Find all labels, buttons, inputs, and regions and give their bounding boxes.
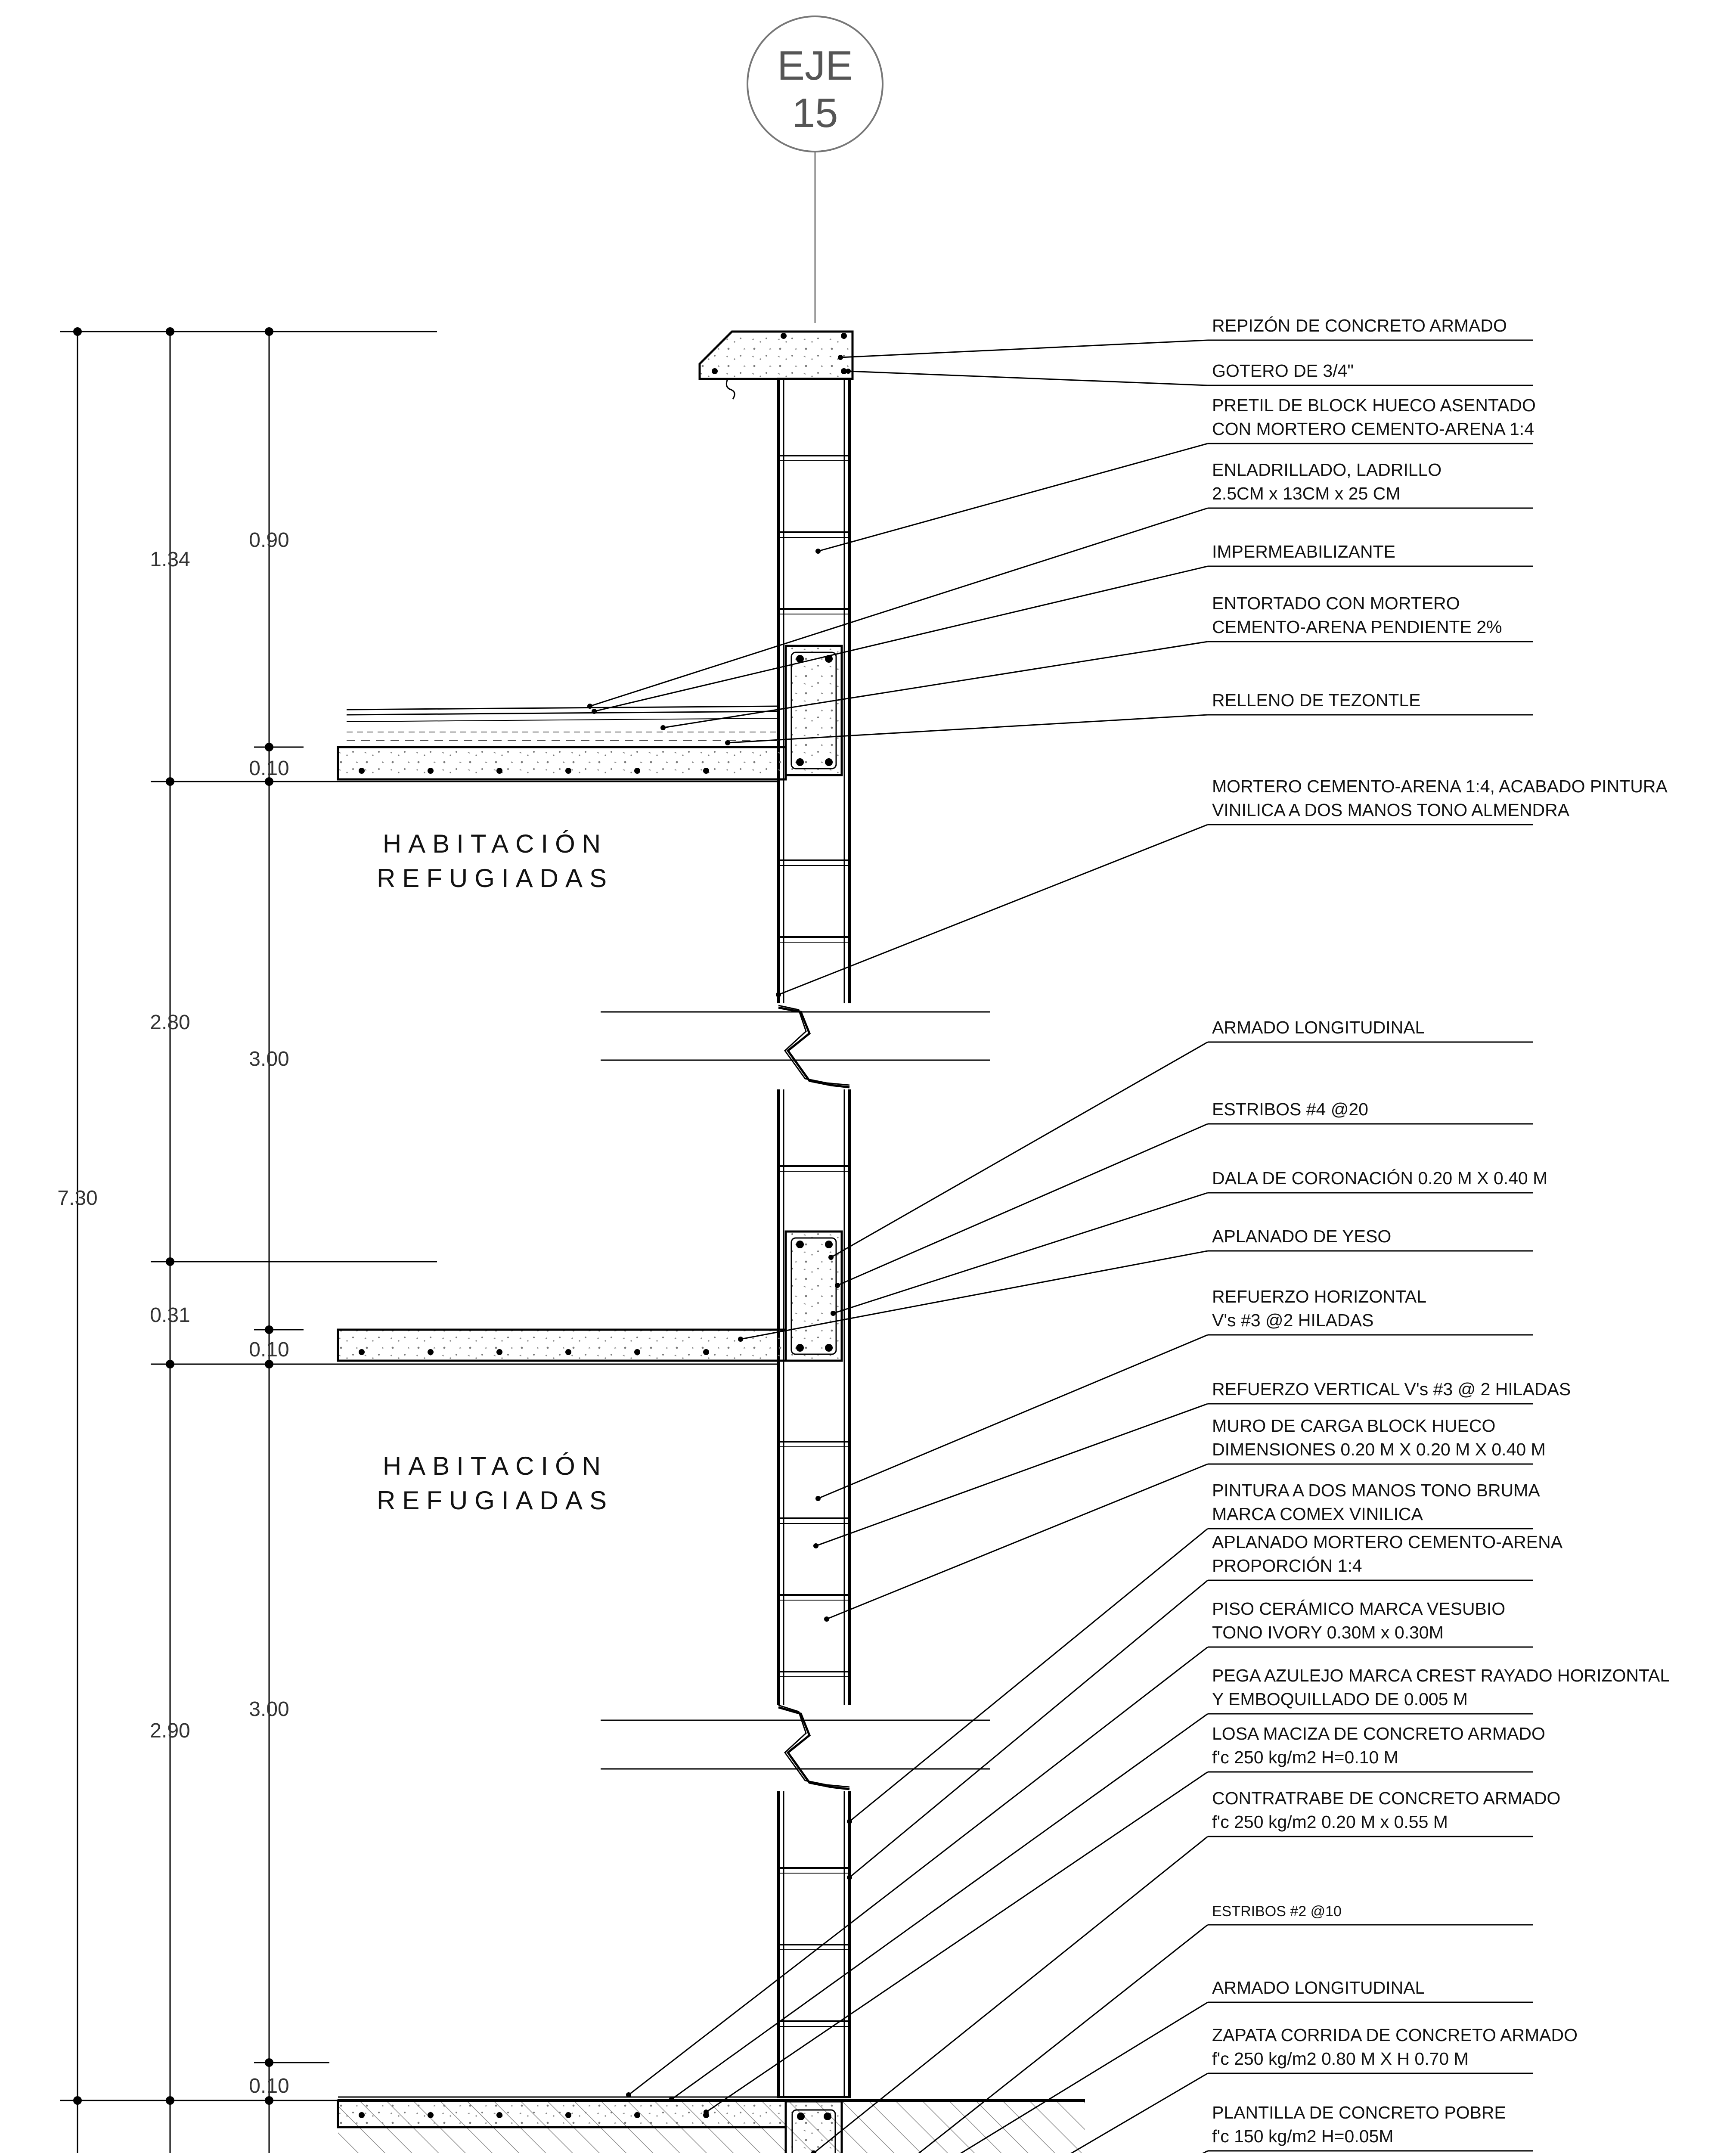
room-label-upper: [377, 829, 614, 893]
note-18-line-2: TONO IVORY 0.30M x 0.30M: [1212, 1623, 1444, 1642]
roof-slab: [338, 747, 786, 779]
axis-label-line1: EJE: [777, 43, 853, 89]
note-1: [838, 316, 1533, 360]
dimension-lines: [60, 332, 778, 2153]
note-17-line-1: APLANADO MORTERO CEMENTO-ARENA: [1212, 1532, 1563, 1552]
note-18-line-1: PISO CERÁMICO MARCA VESUBIO: [1212, 1599, 1506, 1619]
note-10-line-1: ESTRIBOS #4 @20: [1212, 1099, 1368, 1119]
note-16-line-1: PINTURA A DOS MANOS TONO BRUMA: [1212, 1480, 1540, 1500]
note-1-line-1: REPIZÓN DE CONCRETO ARMADO: [1212, 316, 1507, 335]
dimension-ticks: [73, 327, 273, 2153]
note-21-line-2: f'c 250 kg/m2 0.20 M x 0.55 M: [1212, 1812, 1448, 1832]
axis-marker: [747, 16, 883, 323]
note-13-line-1: REFUERZO HORIZONTAL: [1212, 1287, 1427, 1306]
note-21-line-1: CONTRATRABE DE CONCRETO ARMADO: [1212, 1788, 1561, 1808]
slab-rebar: [359, 768, 709, 2118]
note-10: [835, 1099, 1533, 1288]
note-6-line-2: CEMENTO-ARENA PENDIENTE 2%: [1212, 617, 1502, 637]
note-16-line-2: MARCA COMEX VINILICA: [1212, 1504, 1423, 1524]
room-label-lower: [377, 1452, 614, 1515]
note-19-line-2: Y EMBOQUILLADO DE 0.005 M: [1212, 1689, 1468, 1709]
note-13-line-2: V's #3 @2 HILADAS: [1212, 1310, 1374, 1330]
note-23-line-1: ARMADO LONGITUDINAL: [1212, 1978, 1425, 1998]
note-4-line-1: ENLADRILLADO, LADRILLO: [1212, 460, 1442, 480]
room-type-lower: REFUGIADAS: [376, 1486, 614, 1515]
dim-level-1: 1.34: [150, 548, 190, 571]
note-15: [824, 1416, 1546, 1622]
note-4-line-2: 2.5CM x 13CM x 25 CM: [1212, 484, 1401, 503]
wall-break-lower: [601, 1705, 990, 1791]
dim-level-4: 2.90: [150, 1719, 190, 1742]
room-type-upper: REFUGIADAS: [376, 864, 614, 893]
note-12: [738, 1226, 1533, 1342]
roof-layers: [347, 706, 778, 741]
dim-total: 7.30: [57, 1187, 98, 1210]
note-14-line-1: REFUERZO VERTICAL V's #3 @ 2 HILADAS: [1212, 1379, 1571, 1399]
note-20-line-2: f'c 250 kg/m2 H=0.10 M: [1212, 1747, 1398, 1767]
note-17-line-2: PROPORCIÓN 1:4: [1212, 1556, 1362, 1576]
axis-label-line2: 15: [792, 90, 838, 136]
note-22-line-1: ESTRIBOS #2 @10: [1212, 1903, 1342, 1920]
dim-partial-2: 0.10: [249, 757, 289, 780]
dim-level-2: 2.80: [150, 1011, 190, 1034]
note-7-line-1: RELLENO DE TEZONTLE: [1212, 690, 1421, 710]
dim-partial-6: 0.10: [249, 2075, 289, 2097]
note-5-line-1: IMPERMEABILIZANTE: [1212, 542, 1396, 562]
note-8-line-2: VINILICA A DOS MANOS TONO ALMENDRA: [1212, 800, 1570, 820]
note-8: [776, 776, 1668, 997]
note-3-line-1: PRETIL DE BLOCK HUECO ASENTADO: [1212, 395, 1536, 415]
note-19-line-1: PEGA AZULEJO MARCA CREST RAYADO HORIZONTAL: [1212, 1666, 1670, 1685]
dim-partial-3: 3.00: [249, 1048, 289, 1070]
note-24-line-2: f'c 250 kg/m2 0.80 M X H 0.70 M: [1212, 2049, 1469, 2069]
note-15-line-2: DIMENSIONES 0.20 M X 0.20 M X 0.40 M: [1212, 1439, 1546, 1459]
note-12-line-1: APLANADO DE YESO: [1212, 1226, 1392, 1246]
note-2: [846, 361, 1533, 385]
note-25-line-2: f'c 150 kg/m2 H=0.05M: [1212, 2126, 1394, 2146]
room-name-upper: HABITACIÓN: [382, 829, 608, 858]
note-9: [828, 1018, 1533, 1260]
note-20-line-1: LOSA MACIZA DE CONCRETO ARMADO: [1212, 1724, 1545, 1743]
bond-beam-roof: [786, 646, 842, 775]
wall-break-upper: [601, 1003, 990, 1089]
bond-beam-slab: [786, 1232, 842, 1361]
note-9-line-1: ARMADO LONGITUDINAL: [1212, 1018, 1425, 1037]
note-2-line-1: GOTERO DE 3/4": [1212, 361, 1354, 381]
room-name-lower: HABITACIÓN: [382, 1452, 608, 1480]
note-21: [811, 1788, 1560, 2153]
note-4: [587, 460, 1533, 709]
note-24-line-1: ZAPATA CORRIDA DE CONCRETO ARMADO: [1212, 2025, 1578, 2045]
note-6-line-1: ENTORTADO CON MORTERO: [1212, 593, 1460, 613]
note-25-line-1: PLANTILLA DE CONCRETO POBRE: [1212, 2103, 1506, 2122]
dim-partial-4: 0.10: [249, 1338, 289, 1361]
dim-partial-5: 3.00: [249, 1698, 289, 1721]
note-15-line-1: MURO DE CARGA BLOCK HUECO: [1212, 1416, 1496, 1436]
grade-beam: [786, 2101, 842, 2153]
note-8-line-1: MORTERO CEMENTO-ARENA 1:4, ACABADO PINTURA: [1212, 776, 1668, 796]
dim-level-3: 0.31: [150, 1304, 190, 1327]
ground-slab: [338, 2097, 786, 2127]
annotation-notes: [587, 316, 1670, 2153]
note-11-line-1: DALA DE CORONACIÓN 0.20 M X 0.40 M: [1212, 1168, 1548, 1188]
note-3-line-2: CON MORTERO CEMENTO-ARENA 1:4: [1212, 419, 1534, 439]
dim-partial-1: 0.90: [249, 529, 289, 552]
floor-slab: [338, 1330, 786, 1364]
